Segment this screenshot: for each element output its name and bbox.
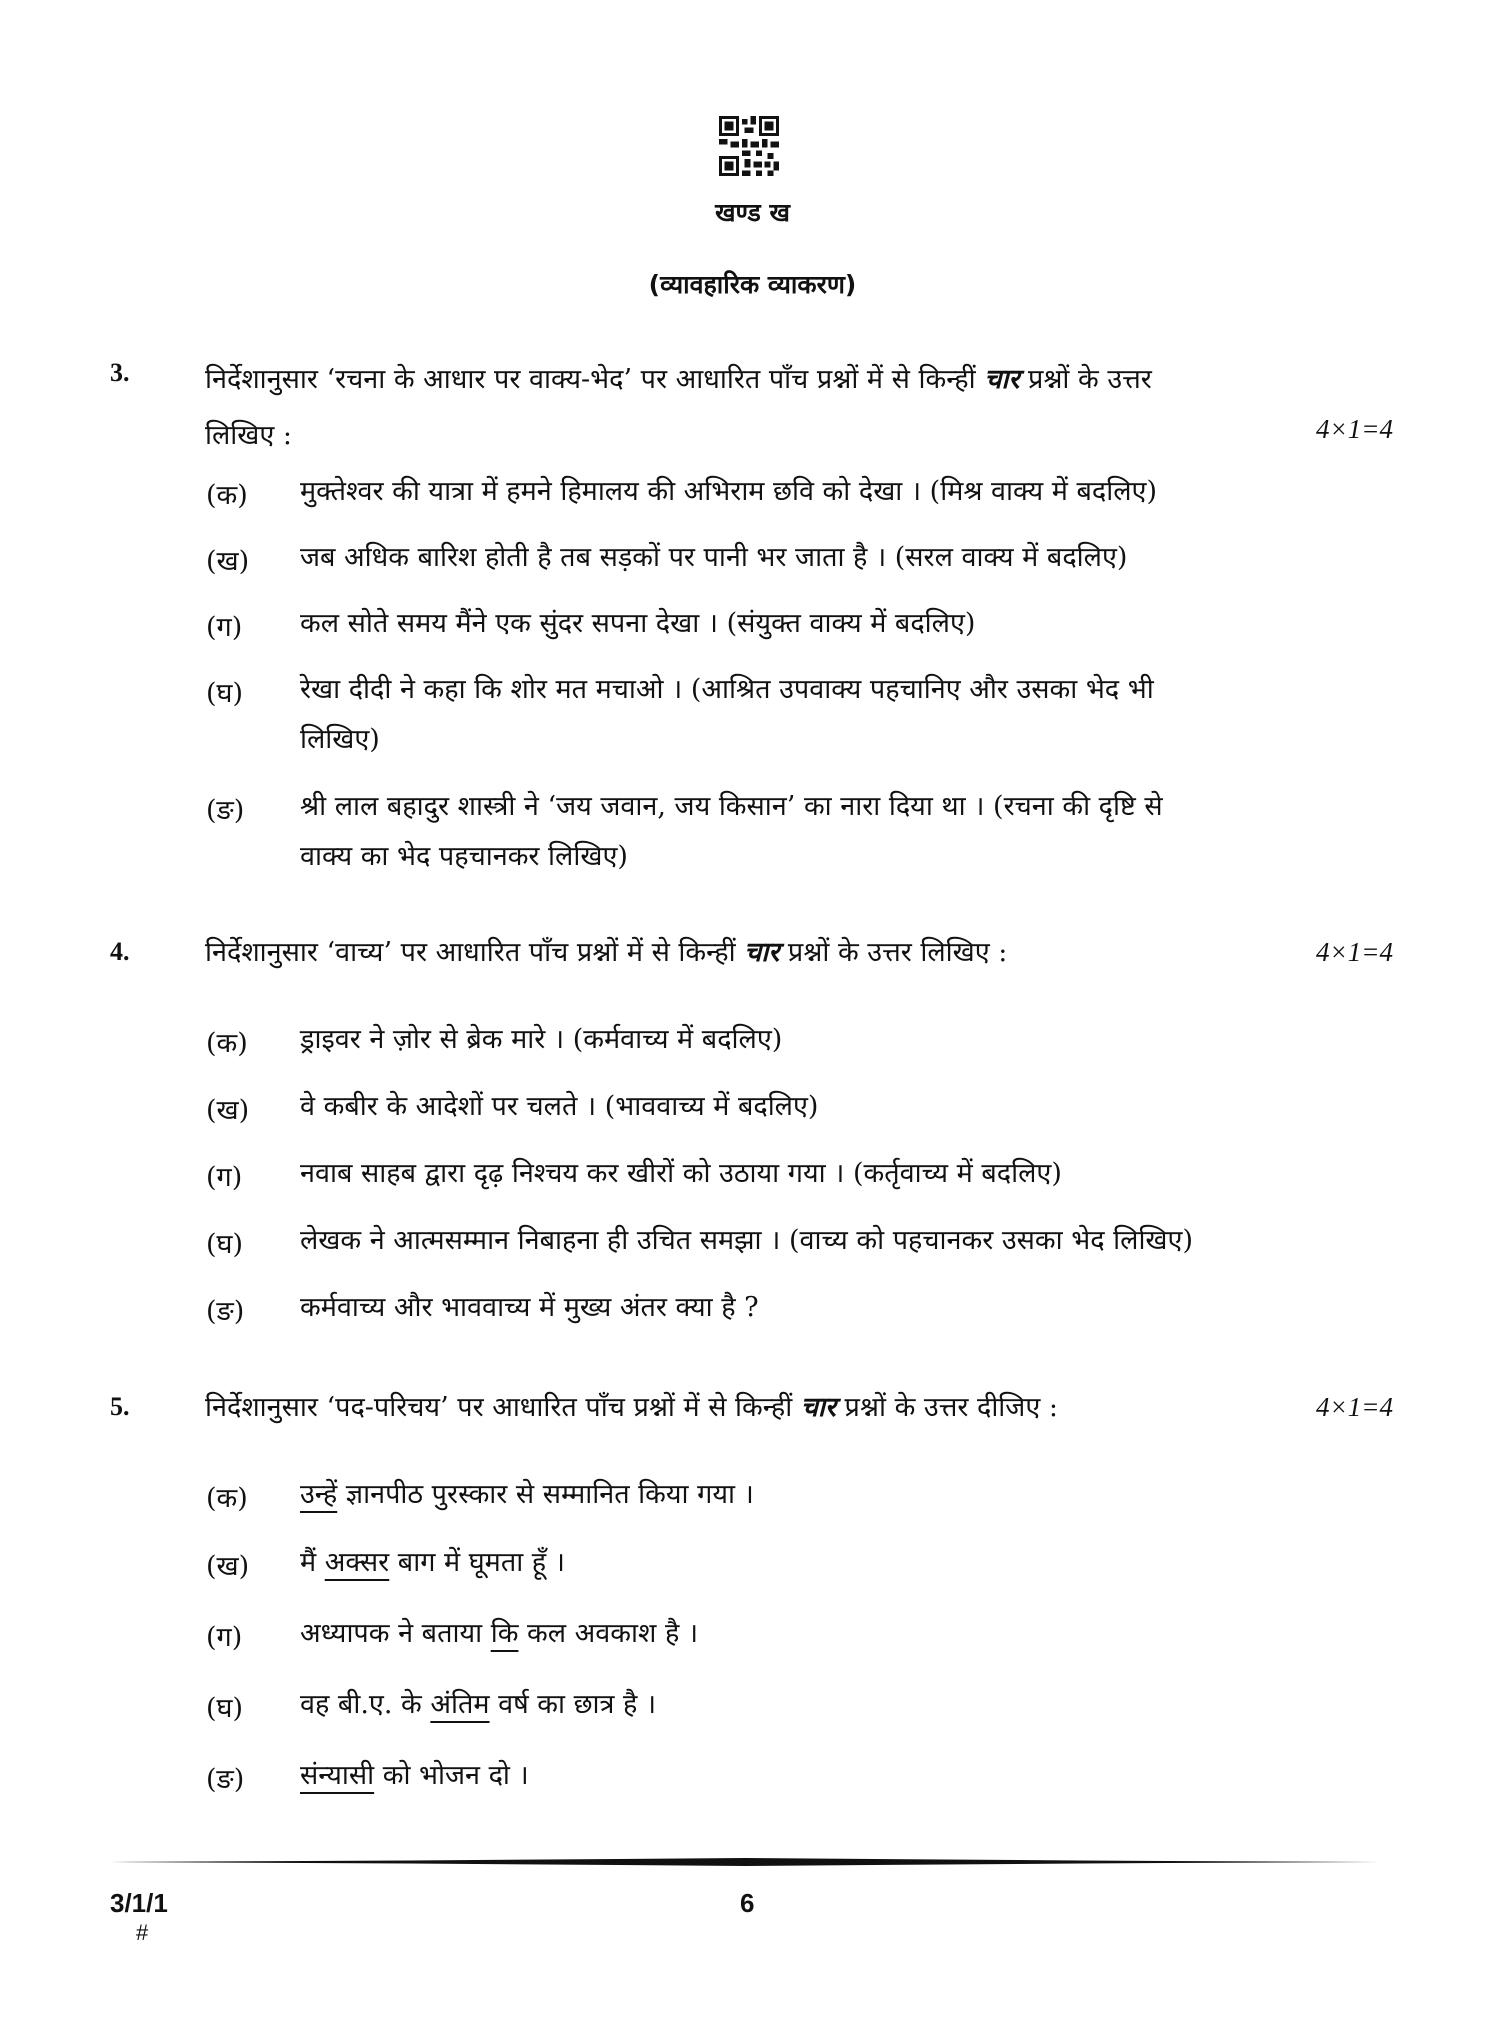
section-title: खण्ड ख: [715, 198, 790, 227]
question-text: निर्देशानुसार ‘पद-परिचय’ पर आधारित पाँच प्रश्नों में से किन्हीं चार प्रश्नों के उत्तर दीजिए :: [205, 1392, 1058, 1423]
emphasis: चार: [744, 937, 780, 968]
marks: 4×1=4: [1316, 414, 1393, 444]
underlined-word: संन्यासी: [300, 1760, 375, 1791]
question-number: 4.: [110, 937, 130, 966]
emphasis: चार: [984, 364, 1020, 395]
question-number: 3.: [110, 358, 130, 387]
footer-divider: [110, 1858, 1380, 1866]
underlined-word: अक्सर: [324, 1547, 390, 1578]
hash-mark: #: [136, 1920, 149, 1945]
paper-code: 3/1/1: [110, 1888, 168, 1918]
underlined-word: उन्हें: [300, 1479, 338, 1510]
qr-code-icon: [719, 116, 779, 176]
question-text: निर्देशानुसार ‘रचना के आधार पर वाक्य-भेद’ पर आधारित पाँच प्रश्नों में से किन्हीं चार प्रश्नों के उत्तर: [205, 364, 1152, 395]
underlined-word: अंतिम: [430, 1689, 490, 1720]
section-subtitle: (व्यावहारिक व्याकरण): [648, 270, 857, 299]
underlined-word: कि: [490, 1618, 519, 1649]
question-number: 5.: [110, 1392, 130, 1421]
exam-page: खण्ड ख (व्यावहारिक व्याकरण) 3. निर्देशानुसार ‘रचना के आधार पर वाक्य-भेद’ पर आधारित पाँच प्रश्नों में से किन्हीं चार प्रश्नों के उत्तर लिखिए : 4×1=4 (क) मुक्तेश्वर की यात्रा में हमने हिमालय की अभिराम छवि को देखा । (मिश्र वाक्य में बदलिए) (ख) जब अधिक बारिश होती है तब सड़कों पर पानी भर जाता है । (सरल वाक्य में बदलिए) (ग) कल सोते समय मैंने एक सुंदर सपना देखा । (संयुक्त वाक्य में बदलिए) (घ) रेखा दीदी ने कहा कि शोर मत मचाओ । (आश्रित उपवाक्य पहचानिए और उसका भेद भी लिखिए) (ङ) श्री लाल बहादुर शास्त्री ने ‘जय जवान, जय किसान’ का नारा दिया था । (रचना की दृष्टि से वाक्य का भेद पहचानकर लिखिए) 4. निर्देशानुसार ‘वाच्य’ पर आधारित पाँच प्रश्नों में से किन्हीं चार प्रश्नों के उत्तर लिखिए : 4×1=4 (क) ड्राइवर ने ज़ोर से ब्रेक मारे । (कर्मवाच्य में बदलिए) (ख) वे कबीर के आदेशों पर चलते । (भाववाच्य में बदलिए) (ग) नवाब साहब द्वारा दृढ़ निश्चय कर खीरों को उठाया गया । (कर्तृवाच्य में बदलिए) (घ) लेखक ने आत्मसम्मान निबाहना ही उचित समझा । (वाच्य को पहचानकर उसका भेद लिखिए) (ङ) कर्मवाच्य और भाववाच्य में मुख्य अंतर क्या है ? 5. निर्देशानुसार ‘पद-परिचय’ पर आधारित पाँच प्रश्नों में से किन्हीं चार प्रश्नों के उत्तर दीजिए : 4×1=4 (क) उन्हें ज्ञानपीठ पुरस्कार से सम्मानित किया गया । (ख) मैं अक्सर बाग में घूमता हूँ । (ग) अध्यापक ने बताया कि कल अवकाश है । (घ) वह बी.ए. के अंतिम वर्ष का छात्र है । (ङ) संन्यासी को भोजन दो । 3/1/1 # 6: [0, 0, 1505, 2034]
emphasis: चार: [800, 1392, 836, 1423]
marks: 4×1=4: [1316, 1392, 1393, 1422]
question-text: निर्देशानुसार ‘वाच्य’ पर आधारित पाँच प्रश्नों में से किन्हीं चार प्रश्नों के उत्तर लिखिए :: [205, 937, 1008, 968]
page-number: 6: [740, 1888, 755, 1918]
question-text-line2: लिखिए :: [205, 420, 292, 451]
marks: 4×1=4: [1316, 937, 1393, 967]
